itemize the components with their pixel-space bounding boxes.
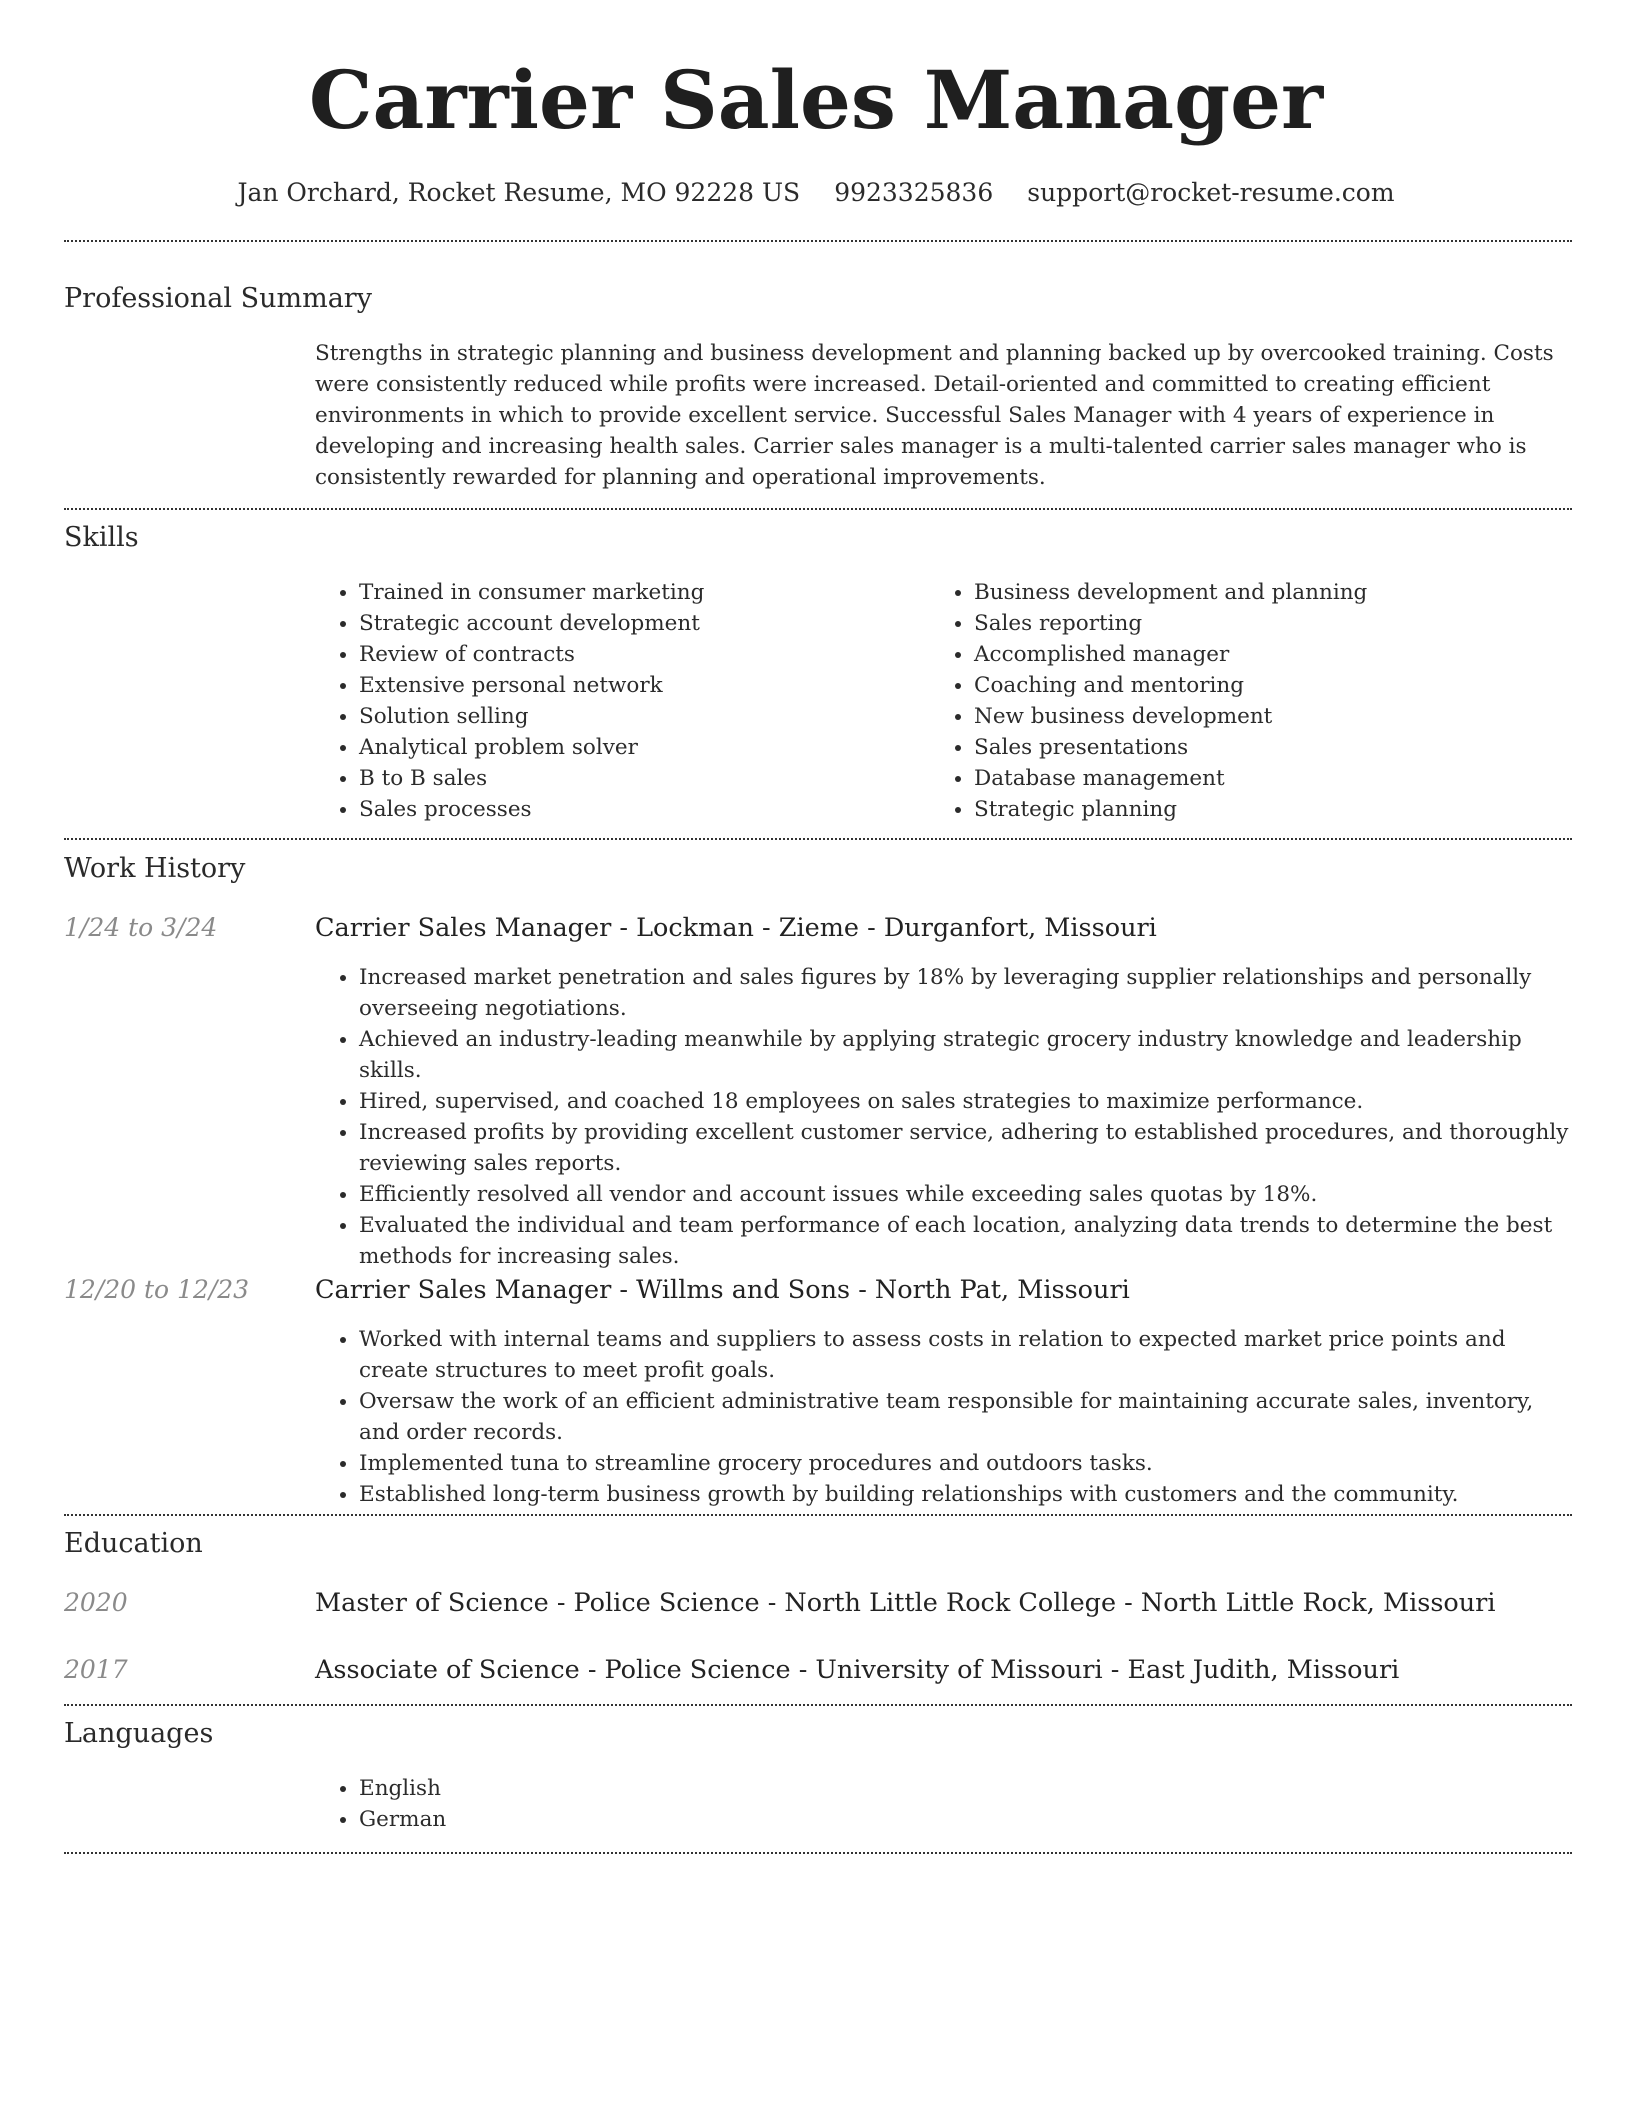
skill-item: • Strategic account development xyxy=(359,608,915,639)
education-year: 2020 xyxy=(64,1588,128,1617)
section-divider xyxy=(64,240,1572,242)
job-bullet: • Increased market penetration and sales figures by 18% by leveraging supplier relationships and personally overseeing negotiations. xyxy=(359,962,1575,1024)
job-title: Carrier Sales Manager - Lockman - Zieme - Durganfort, Missouri xyxy=(315,913,1157,943)
section-divider xyxy=(64,508,1572,510)
job-bullet: • Increased profits by providing excellent customer service, adhering to established procedures, and thoroughly reviewing sales reports. xyxy=(359,1117,1575,1179)
section-divider xyxy=(64,1704,1572,1706)
work-history-heading: Work History xyxy=(64,853,246,884)
skill-item: • Solution selling xyxy=(359,701,915,732)
education-heading: Education xyxy=(64,1528,203,1559)
job-bullet: • Hired, supervised, and coached 18 employees on sales strategies to maximize performance. xyxy=(359,1086,1575,1117)
skill-item: • Coaching and mentoring xyxy=(974,670,1530,701)
skill-item: • Business development and planning xyxy=(974,577,1530,608)
skills-column-left xyxy=(315,577,915,825)
summary-text: Strengths in strategic planning and business development and planning backed up by overcooked training. Costs were consistently reduced while profits were increased. Detail-oriented and committed to creating efficient environments in which to provide excellent service. Successful Sales Manager with 4 years of experience in developing and increasing health sales. Carrier sales manager is a multi-talented carrier sales manager who is consistently rewarded for planning and operational improvements. xyxy=(315,341,1554,490)
skill-item: • Accomplished manager xyxy=(974,639,1530,670)
languages-heading: Languages xyxy=(64,1718,214,1749)
language-item: • English xyxy=(359,1773,1575,1804)
candidate-name: Carrier Sales Manager xyxy=(308,53,1324,147)
summary-heading: Professional Summary xyxy=(64,283,372,314)
skill-item: • Sales reporting xyxy=(974,608,1530,639)
resume-header xyxy=(0,0,1632,207)
education-degree: Associate of Science - Police Science - University of Missouri - East Judith, Missouri xyxy=(315,1655,1400,1685)
job-bullet: • Efficiently resolved all vendor and account issues while exceeding sales quotas by 18%. xyxy=(359,1179,1575,1210)
job-date: 1/24 to 3/24 xyxy=(64,913,218,942)
skill-item: • Database management xyxy=(974,763,1530,794)
skill-item: • Sales presentations xyxy=(974,732,1530,763)
job-bullets xyxy=(315,1324,1575,1510)
skill-item: • Extensive personal network xyxy=(359,670,915,701)
contact-address: Jan Orchard, Rocket Resume, MO 92228 US xyxy=(237,178,801,207)
skill-item: • Trained in consumer marketing xyxy=(359,577,915,608)
skills-column-right xyxy=(930,577,1530,825)
job-bullet: • Evaluated the individual and team performance of each location, analyzing data trends to determine the best methods for increasing sales. xyxy=(359,1210,1575,1272)
skills-heading: Skills xyxy=(64,522,139,553)
contact-line xyxy=(0,178,1632,207)
skill-item: • Strategic planning xyxy=(974,794,1530,825)
skill-item: • New business development xyxy=(974,701,1530,732)
section-divider xyxy=(64,1514,1572,1516)
skill-item: • Sales processes xyxy=(359,794,915,825)
job-bullets xyxy=(315,962,1575,1272)
education-year: 2017 xyxy=(64,1655,128,1684)
job-bullet: • Established long-term business growth by building relationships with customers and the community. xyxy=(359,1479,1575,1510)
section-divider xyxy=(64,1852,1572,1854)
skill-item: • Analytical problem solver xyxy=(359,732,915,763)
job-bullet: • Implemented tuna to streamline grocery procedures and outdoors tasks. xyxy=(359,1448,1575,1479)
contact-email: support@rocket-resume.com xyxy=(1027,178,1395,207)
skill-item: • Review of contracts xyxy=(359,639,915,670)
job-bullet: • Worked with internal teams and suppliers to assess costs in relation to expected market price points and create structures to meet profit goals. xyxy=(359,1324,1575,1386)
section-divider xyxy=(64,838,1572,840)
job-bullet: • Oversaw the work of an efficient administrative team responsible for maintaining accurate sales, inventory, and order records. xyxy=(359,1386,1575,1448)
job-date: 12/20 to 12/23 xyxy=(64,1275,250,1304)
contact-phone: 9923325836 xyxy=(834,178,994,207)
languages-list xyxy=(315,1773,1575,1835)
skill-item: • B to B sales xyxy=(359,763,915,794)
education-degree: Master of Science - Police Science - North Little Rock College - North Little Rock, Missouri xyxy=(315,1588,1496,1618)
job-title: Carrier Sales Manager - Willms and Sons - North Pat, Missouri xyxy=(315,1275,1130,1305)
language-item: • German xyxy=(359,1804,1575,1835)
job-bullet: • Achieved an industry-leading meanwhile by applying strategic grocery industry knowledge and leadership skills. xyxy=(359,1024,1575,1086)
